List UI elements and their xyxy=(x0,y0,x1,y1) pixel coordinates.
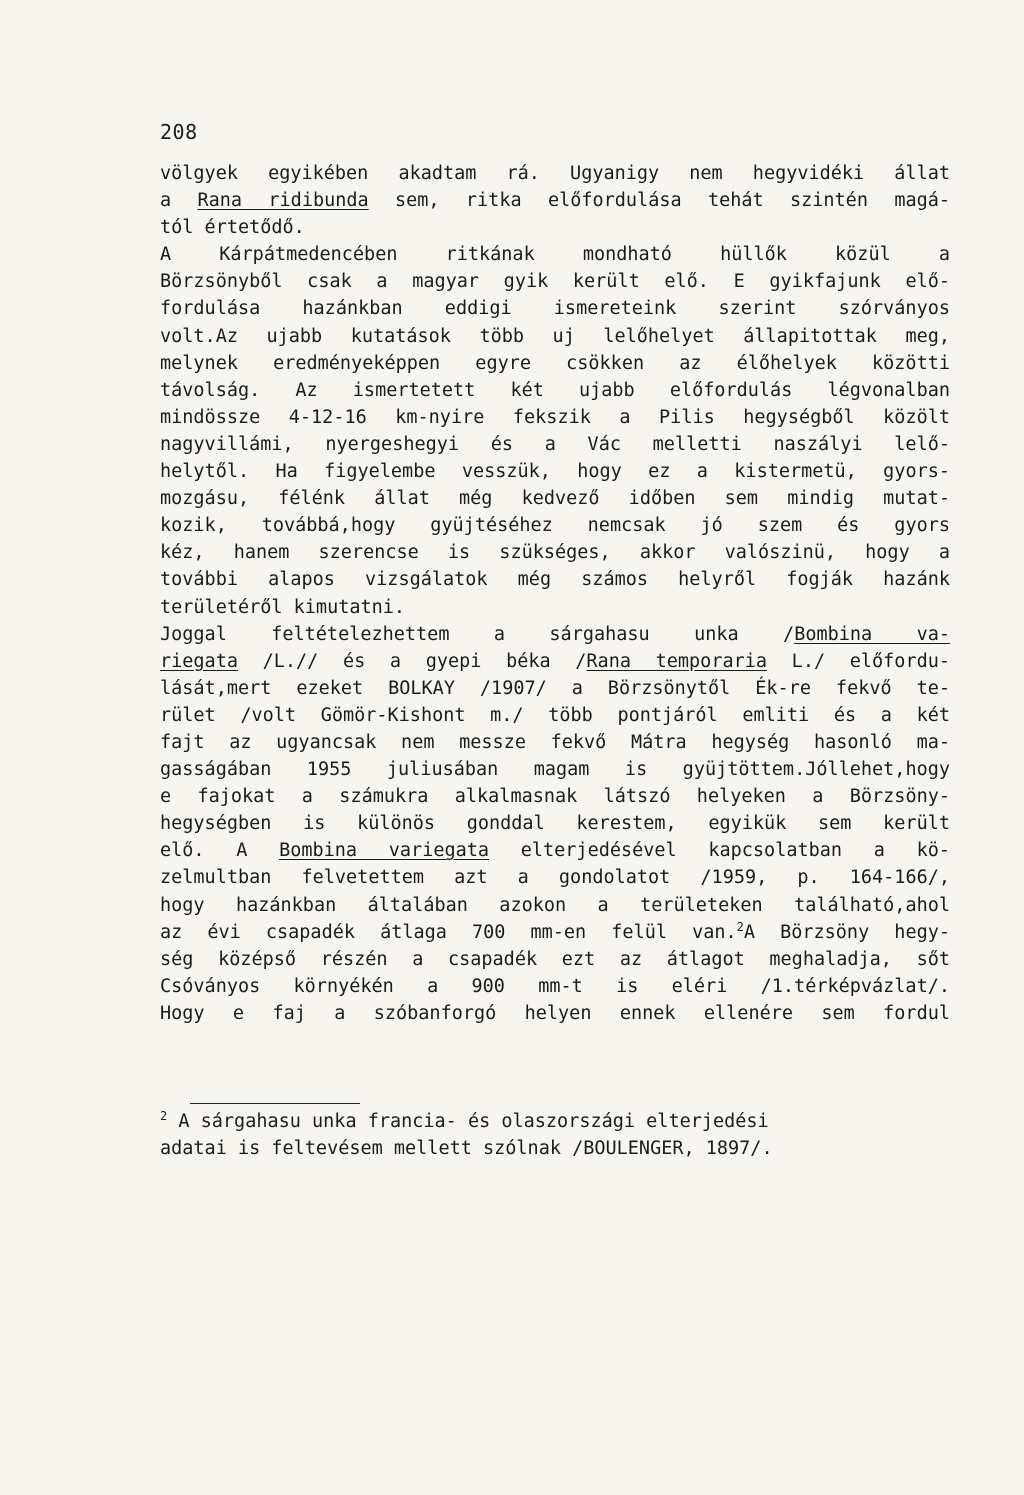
text-line xyxy=(160,404,950,431)
text-line xyxy=(160,458,950,485)
text-line xyxy=(160,946,950,973)
text-segment: területéről kimutatni. xyxy=(160,596,406,618)
text-segment: tól értetődő. xyxy=(160,217,305,239)
text-segment: volt.Az ujabb kutatások több uj lelőhelyet állapitottak meg, xyxy=(160,325,950,347)
text-line xyxy=(160,295,950,322)
text-line xyxy=(160,187,950,214)
text-line xyxy=(160,973,950,1000)
footnote-line-1 xyxy=(160,1108,950,1135)
text-line xyxy=(160,241,950,268)
text-segment: az évi csapadék átlaga 700 mm-en felül van. xyxy=(160,921,737,943)
text-line xyxy=(160,837,950,864)
text-segment: Börzsönyből csak a magyar gyik került elő. E gyikfajunk elő- xyxy=(160,271,950,293)
underlined-term: Bombina va- xyxy=(794,623,950,645)
text-line xyxy=(160,810,950,837)
text-segment: L./ előfordu- xyxy=(767,650,950,672)
text-line xyxy=(160,594,950,621)
footnote-text-1: A sárgahasu unka francia- és olaszországi elterjedési xyxy=(167,1111,769,1132)
text-line xyxy=(160,350,950,377)
text-segment: a xyxy=(160,190,198,212)
text-segment: sem, ritka előfordulása tehát szintén magá- xyxy=(368,190,951,212)
text-line xyxy=(160,1000,950,1027)
footnote-marker: 2 xyxy=(160,1109,168,1123)
text-segment: melynek eredményeképpen egyre csökken az élőhelyek közötti xyxy=(160,352,950,374)
text-segment: völgyek egyikében akadtam rá. Ugyanigy nem hegyvidéki állat xyxy=(160,163,950,184)
text-segment: nagyvillámi, nyergeshegyi és a Vác melletti naszályi lelő- xyxy=(160,433,950,455)
text-segment: távolság. Az ismertetett két ujabb előfordulás légvonalban xyxy=(160,379,950,401)
text-segment: kéz, hanem szerencse is szükséges, akkor valószinü, hogy a xyxy=(160,542,950,564)
text-segment: mozgásu, félénk állat még kedvező időben sem mindig mutat- xyxy=(160,488,950,510)
page-number: 208 xyxy=(160,120,198,144)
text-segment: A Kárpátmedencében ritkának mondható hüllők közül a xyxy=(160,244,950,266)
text-segment: elő. A xyxy=(160,840,280,862)
text-segment: mindössze 4-12-16 km-nyire fekszik a Pilis hegységből közölt xyxy=(160,406,950,428)
text-segment: lását,mert ezeket BOLKAY /1907/ a Börzsönytől Ék-re fekvő te- xyxy=(160,677,950,699)
footnote-rule xyxy=(190,1103,360,1104)
text-segment: további alapos vizsgálatok még számos helyről fogják hazánk xyxy=(160,569,950,591)
text-segment: fajt az ugyancsak nem messze fekvő Mátra hegység hasonló ma- xyxy=(160,731,950,753)
footnote-line-2: adatai is feltevésem mellett szólnak /BOULENGER, 1897/. xyxy=(160,1138,773,1159)
footnote xyxy=(160,1108,950,1162)
text-segment: e fajokat a számukra alkalmasnak látszó helyeken a Börzsöny- xyxy=(160,786,950,808)
text-line xyxy=(160,485,950,512)
text-segment: ség középső részén a csapadék ezt az átlagot meghaladja, sőt xyxy=(160,948,950,970)
text-line xyxy=(160,539,950,566)
text-segment: A Börzsöny hegy- xyxy=(743,921,950,943)
text-line xyxy=(160,783,950,810)
text-line xyxy=(160,512,950,539)
text-line xyxy=(160,729,950,756)
text-line xyxy=(160,702,950,729)
text-line xyxy=(160,566,950,593)
footnote-ref: 2 xyxy=(736,919,744,934)
text-line xyxy=(160,648,950,675)
text-segment: kozik, továbbá,hogy gyüjtéséhez nemcsak jó szem és gyors xyxy=(160,515,950,537)
underlined-term: Rana temporaria xyxy=(586,650,768,672)
underlined-term: Rana ridibunda xyxy=(197,190,369,212)
text-segment: Hogy e faj a szóbanforgó helyen ennek ellenére sem fordul xyxy=(160,1002,950,1024)
text-line xyxy=(160,675,950,702)
text-segment: elterjedésével kapcsolatban a kö- xyxy=(489,840,950,862)
text-segment: fordulása hazánkban eddigi ismereteink szerint szórványos xyxy=(160,298,950,320)
text-segment: Csóványos környékén a 900 mm-t is eléri /1.térképvázlat/. xyxy=(160,975,950,997)
text-segment: Joggal feltételezhettem a sárgahasu unka / xyxy=(160,623,795,645)
text-line xyxy=(160,756,950,783)
underlined-term: riegata xyxy=(160,650,238,672)
text-line xyxy=(160,431,950,458)
text-line xyxy=(160,160,950,187)
text-segment: gasságában 1955 juliusában magam is gyüjtöttem.Jóllehet,hogy xyxy=(160,759,950,781)
text-line xyxy=(160,268,950,295)
text-line xyxy=(160,892,950,919)
text-line xyxy=(160,864,950,891)
body-text xyxy=(160,160,950,1027)
underlined-term: Bombina variegata xyxy=(279,840,490,862)
text-segment: hegységben is különös gonddal kerestem, egyikük sem került xyxy=(160,813,950,835)
text-segment: rület /volt Gömör-Kishont m./ több pontjáról emliti és a két xyxy=(160,704,950,726)
text-line xyxy=(160,377,950,404)
text-segment: zelmultban felvetettem azt a gondolatot /1959, p. 164-166/, xyxy=(160,867,950,889)
text-line xyxy=(160,919,950,946)
text-segment: hogy hazánkban általában azokon a területeken található,ahol xyxy=(160,894,950,916)
text-line xyxy=(160,323,950,350)
text-segment: /L.// és a gyepi béka / xyxy=(237,650,587,672)
text-line xyxy=(160,621,950,648)
text-line xyxy=(160,214,950,241)
text-segment: helytől. Ha figyelembe vesszük, hogy ez a kistermetü, gyors- xyxy=(160,461,950,483)
